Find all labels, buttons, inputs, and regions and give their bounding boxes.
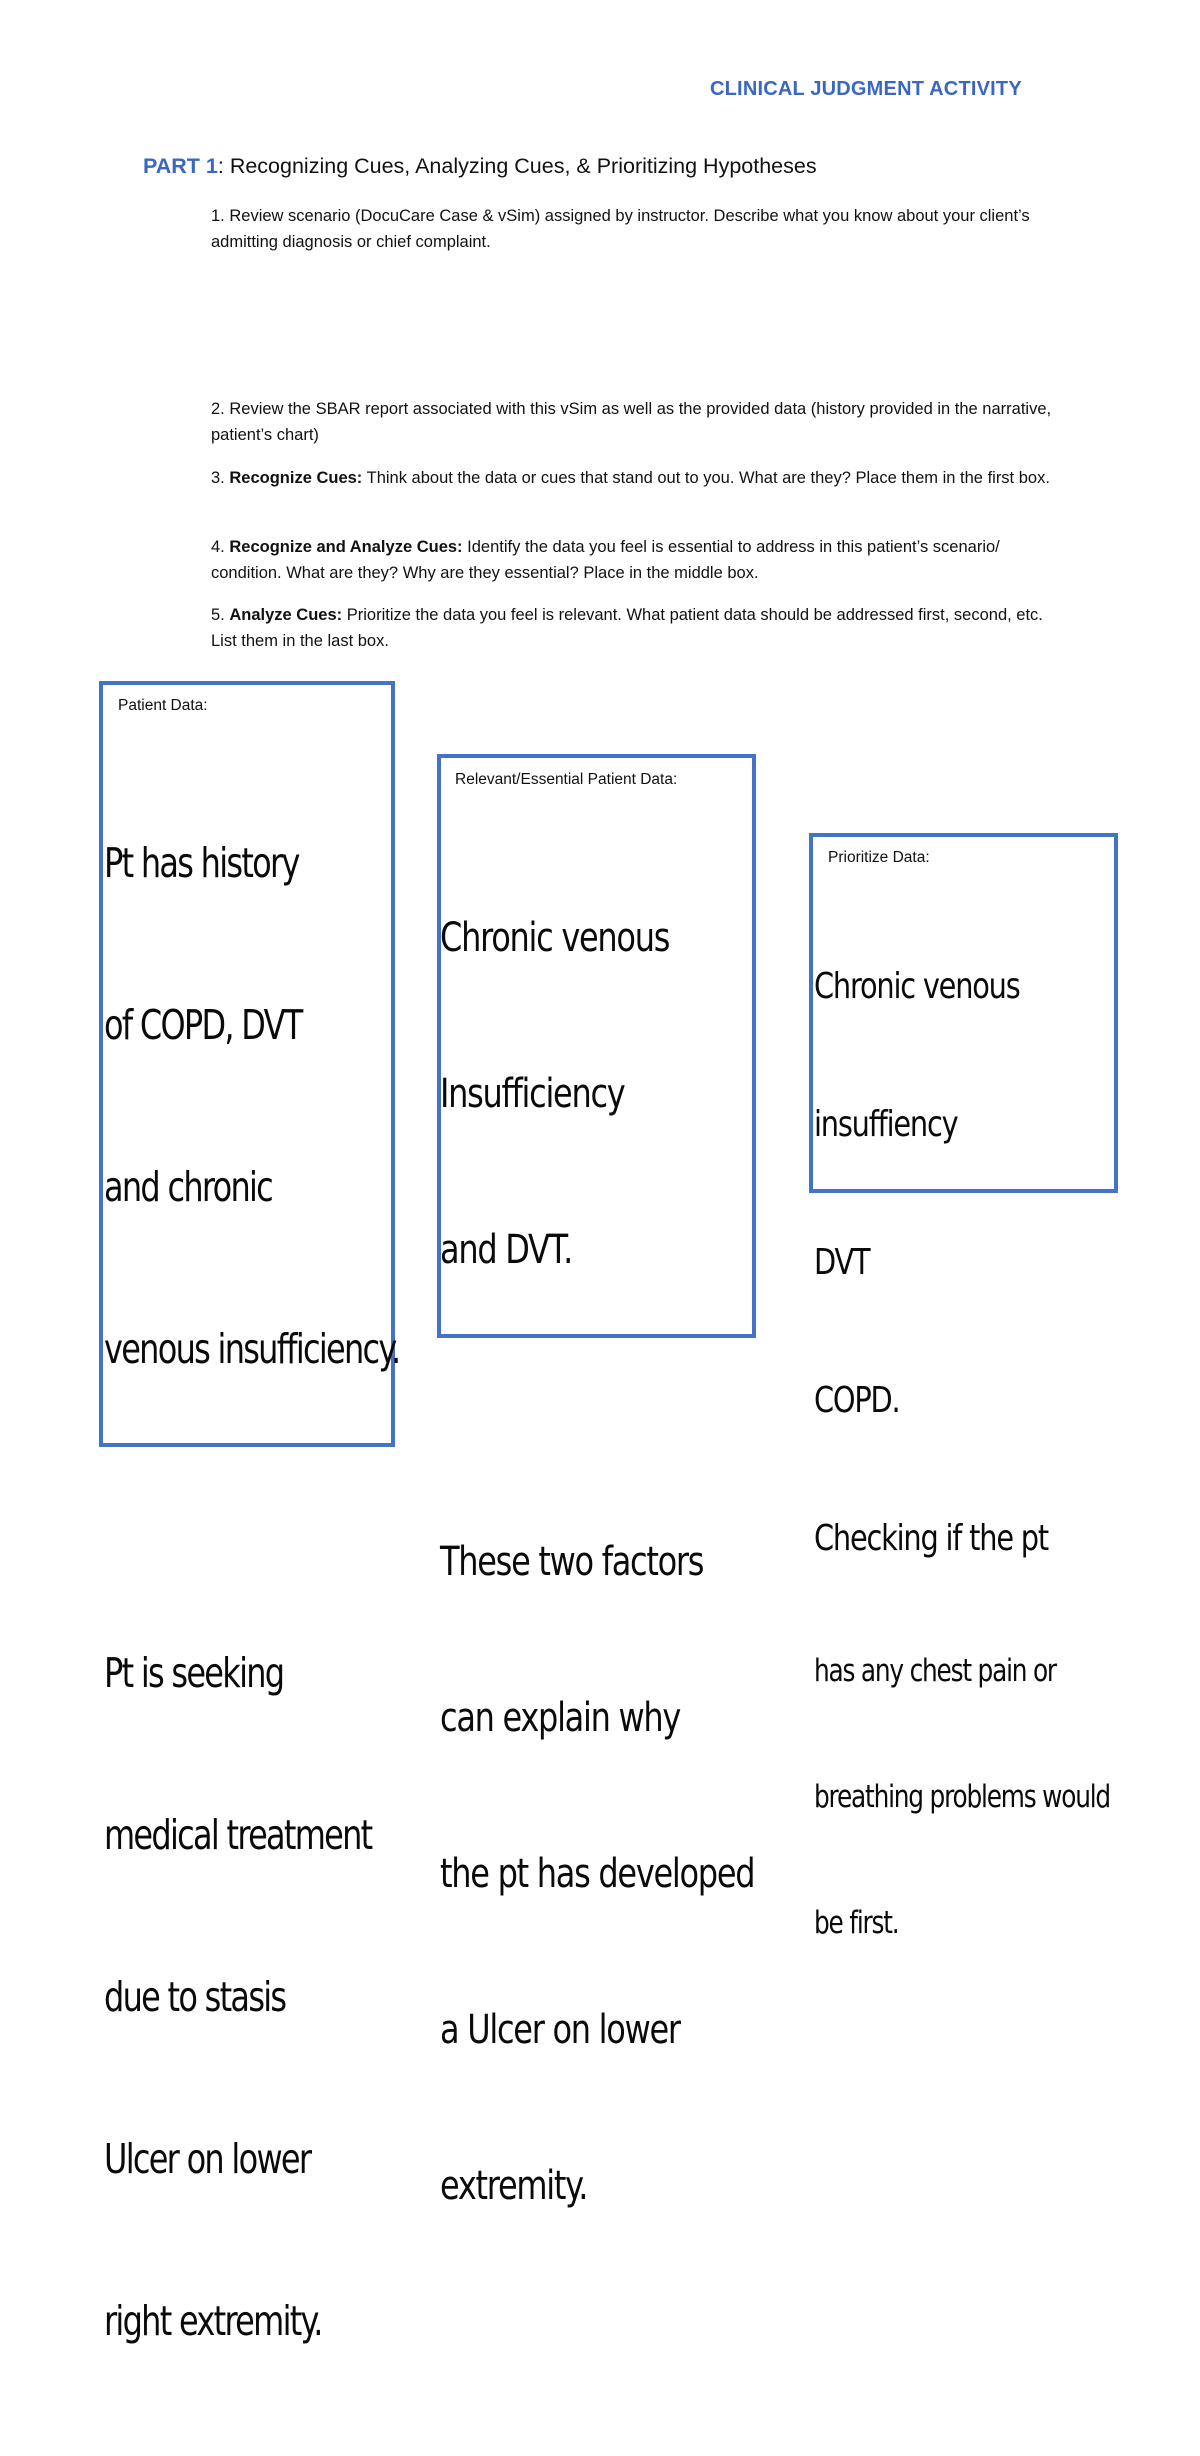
question-text: Review the SBAR report associated with this vSim as well as the provided data (history provided in the narrative, patient’s chart) (211, 400, 1052, 444)
question-5 (211, 602, 1061, 654)
document-header: CLINICAL JUDGMENT ACTIVITY (710, 78, 1022, 100)
handwriting-line: These two factors (440, 1539, 704, 1585)
handwriting-line: DVT (814, 1242, 870, 1283)
part-number: PART 1 (143, 154, 218, 178)
handwriting-line: can explain why (440, 1695, 681, 1741)
prioritize-data-handwriting (814, 872, 1184, 2032)
question-number: 5. (211, 606, 225, 624)
patient-data-handwriting (104, 728, 483, 2456)
handwriting-line: and DVT. (440, 1227, 573, 1273)
question-number: 3. (211, 469, 225, 487)
relevant-data-label: Relevant/Essential Patient Data: (455, 771, 678, 788)
part-title (143, 154, 817, 179)
handwriting-line: Pt has history (104, 839, 299, 887)
question-number: 4. (211, 538, 225, 556)
question-text: Think about the data or cues that stand out to you. What are they? Place them in the first box. (366, 469, 1050, 487)
handwriting-line: Chronic venous (814, 966, 1020, 1007)
handwriting-line: venous insufficiency. (104, 1325, 400, 1373)
question-text: Prioritize the data you feel is relevant. What patient data should be addressed first, second, etc. List them in the last box. (211, 606, 1043, 650)
question-3 (211, 465, 1061, 491)
handwriting-line: of COPD, DVT (104, 1001, 302, 1049)
question-number: 2. (211, 400, 225, 418)
handwriting-line: Checking if the pt (814, 1518, 1048, 1559)
question-keyword: Recognize Cues: (229, 469, 363, 487)
question-4 (211, 534, 1061, 586)
relevant-data-handwriting (440, 808, 833, 2316)
question-text: Identify the data you feel is essential to address in this patient’s scenario/ condition. What are they? Why are they essential? Place in the middle box. (211, 538, 1000, 582)
handwriting-line: Ulcer on lower (104, 2135, 311, 2183)
handwriting-line: Chronic venous (440, 915, 670, 961)
question-keyword: Analyze Cues: (229, 606, 343, 624)
question-keyword: Recognize and Analyze Cues: (229, 538, 463, 556)
handwriting-line (104, 1484, 400, 1538)
handwriting-line: and chronic (104, 1163, 273, 1211)
question-text: Review scenario (DocuCare Case & vSim) assigned by instructor. Describe what you know about your client’s admitting diagnosis or chief complaint. (211, 207, 1030, 251)
prioritize-data-label: Prioritize Data: (828, 849, 930, 866)
handwriting-line: medical treatment (104, 1811, 372, 1859)
patient-data-label: Patient Data: (118, 697, 208, 714)
handwriting-line: right extremity. (104, 2297, 322, 2345)
handwriting-line (440, 1380, 754, 1432)
part-heading: : Recognizing Cues, Analyzing Cues, & Prioritizing Hypotheses (217, 154, 817, 178)
handwriting-line: insuffiency (814, 1104, 958, 1145)
handwriting-line: the pt has developed (440, 1851, 755, 1897)
handwriting-line: be first. (814, 1905, 899, 1941)
question-number: 1. (211, 207, 225, 225)
question-2 (211, 396, 1061, 448)
handwriting-line: extremity. (440, 2163, 588, 2209)
handwriting-line: COPD. (814, 1380, 900, 1421)
handwriting-line: Pt is seeking (104, 1649, 284, 1697)
question-1 (211, 203, 1061, 255)
handwriting-line: due to stasis (104, 1973, 286, 2021)
handwriting-line: Insufficiency (440, 1071, 625, 1117)
handwriting-line: has any chest pain or (814, 1653, 1056, 1689)
handwriting-line: a Ulcer on lower (440, 2007, 680, 2053)
handwriting-line: breathing problems would (814, 1779, 1110, 1815)
